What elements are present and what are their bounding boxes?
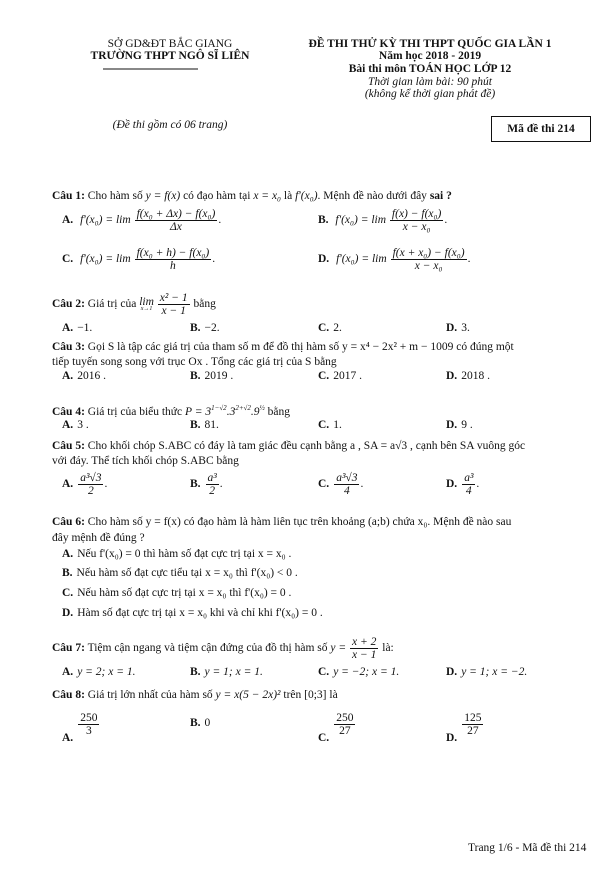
question-2 xyxy=(52,292,216,317)
school-year: Năm học 2018 - 2019 xyxy=(378,50,482,62)
question-text: là xyxy=(283,190,293,202)
lim-text: lim xyxy=(139,295,154,308)
fraction xyxy=(158,292,190,317)
question-text: Tiệm cận ngang và tiệm cận đứng của đồ thị hàm số xyxy=(87,642,328,655)
option-label: B. xyxy=(62,567,73,579)
denominator: 4 xyxy=(343,485,350,498)
option-label: C. xyxy=(318,370,330,382)
question-text: Cho khối chóp S.ABC có đáy là tam giác đều cạnh bằng a , SA = a√3 , cạnh bên SA vuông góc xyxy=(87,440,526,452)
question-8 xyxy=(52,689,338,701)
question-text: Gọi S là tập các giá trị của tham số m để đồ thị hàm số y = x⁴ − 2x² + m − 1009 có đúng một xyxy=(87,341,514,353)
question-3 xyxy=(52,341,514,353)
option-label: D. xyxy=(446,666,458,678)
denominator: 2 xyxy=(87,485,94,498)
math-expr xyxy=(185,406,265,418)
q4-option-a[interactable] xyxy=(62,419,89,431)
exam-code-box xyxy=(491,116,591,142)
option-label: A. xyxy=(62,370,74,382)
school-name: TRƯỜNG THPT NGÔ SĨ LIÊN xyxy=(90,50,250,62)
base: .3 xyxy=(226,405,236,418)
question-5 xyxy=(52,440,525,452)
question-label: Câu 7: xyxy=(52,642,85,655)
question-3-line-2: tiếp tuyến song song với trục Ox . Tổng các giá trị của S bằng xyxy=(52,356,337,368)
question-label: Câu 6: xyxy=(52,516,85,528)
denominator: x − x₀ xyxy=(402,221,431,234)
q4-option-b[interactable] xyxy=(190,419,219,431)
q2-option-b[interactable] xyxy=(190,322,220,334)
option-label: C. xyxy=(318,322,330,334)
q4-option-c[interactable] xyxy=(318,419,342,431)
question-5-line-2: với đáy. Thể tích khối chóp S.ABC bằng xyxy=(52,455,239,467)
fraction xyxy=(350,636,378,661)
option-label: A. xyxy=(62,478,74,491)
question-text: Giá trị của biểu thức xyxy=(87,405,183,418)
q3-option-a[interactable] xyxy=(62,370,106,382)
option-fraction xyxy=(206,472,219,497)
option-label: C. xyxy=(318,732,330,745)
q6-option-a[interactable] xyxy=(62,548,291,560)
denominator: x − 1 xyxy=(161,305,186,318)
q1-option-c[interactable]: C. f'(x₀) = lim $\frac{\text{f(x₀ + h) − f(x₀)}}{h}$ . xyxy=(62,247,216,273)
interval: [0;3] xyxy=(304,689,327,701)
q7-option-d[interactable] xyxy=(446,666,527,678)
q3-option-b[interactable] xyxy=(190,370,233,382)
option-label: D. xyxy=(446,370,458,382)
denominator: 27 xyxy=(467,725,479,738)
option-lhs: f'(x₀) = lim xyxy=(80,253,131,266)
option-label: A. xyxy=(62,322,74,334)
header-divider xyxy=(103,68,198,70)
math-expr: y = x(5 − 2x)² xyxy=(215,689,281,701)
question-text: trên xyxy=(283,689,302,701)
q2-option-a[interactable] xyxy=(62,322,92,334)
pages-note: (Đề thi gồm có 06 trang) xyxy=(112,119,228,131)
question-6-line-2: đây mệnh đề đúng ? xyxy=(52,532,145,544)
option-label: B. xyxy=(190,370,201,382)
question-7 xyxy=(52,636,394,661)
subject: Bài thi môn TOÁN HỌC LỚP 12 xyxy=(348,63,512,75)
question-text: Cho hàm số xyxy=(87,190,143,202)
exam-code: Mã đề thi 214 xyxy=(507,123,575,135)
option-value: 3. xyxy=(461,322,470,334)
option-label: A. xyxy=(62,732,74,745)
math-expr: y = xyxy=(330,642,347,655)
exam-title: ĐỀ THI THỬ KỲ THI THPT QUỐC GIA LẦN 1 xyxy=(308,38,552,50)
option-value: 0 xyxy=(204,717,211,729)
option-lhs: f'(x₀) = lim xyxy=(335,214,387,227)
q5-option-d[interactable]: D. $\frac{\text{a³}}{4}$ . xyxy=(446,472,480,498)
q5-option-a[interactable]: A. $\frac{\text{a³√3}}{2}$ . xyxy=(62,472,108,498)
question-text: bằng xyxy=(267,405,290,418)
option-fraction xyxy=(391,247,467,272)
option-fraction xyxy=(462,712,483,737)
numerator: f(x) − f(x₀) xyxy=(391,208,442,220)
option-value: 3 . xyxy=(77,419,89,431)
q3-option-c[interactable] xyxy=(318,370,362,382)
denominator: Δx xyxy=(170,221,182,234)
denominator: h xyxy=(170,260,176,273)
option-value: 2018 . xyxy=(461,370,490,382)
denominator: x − x₀ xyxy=(414,260,443,273)
option-label: D. xyxy=(446,478,458,491)
option-label: A. xyxy=(62,548,74,560)
option-fraction xyxy=(462,472,475,497)
page-footer: Trang 1/6 - Mã đề thi 214 xyxy=(468,842,587,854)
option-label: A. xyxy=(62,419,74,431)
question-text: Giá trị lớn nhất của hàm số xyxy=(87,689,213,701)
option-label: D. xyxy=(446,732,458,745)
q8-option-d[interactable] xyxy=(446,712,484,744)
math-expr: y = f(x) xyxy=(145,190,181,202)
option-fraction xyxy=(78,472,103,497)
option-label: C. xyxy=(62,253,74,266)
option-label: C. xyxy=(318,478,330,491)
q7-option-b[interactable] xyxy=(190,666,263,678)
q4-option-d[interactable] xyxy=(446,419,473,431)
question-label: Câu 8: xyxy=(52,689,85,701)
option-label: C. xyxy=(318,666,330,678)
option-label: C. xyxy=(318,419,330,431)
option-label: B. xyxy=(318,214,329,227)
option-value: Nếu f'(x₀) = 0 thì hàm số đạt cực trị tại x = x₀ . xyxy=(77,548,292,560)
option-value: Hàm số đạt cực trị tại x = x₀ khi và chỉ khi f'(x₀) = 0 . xyxy=(77,607,323,619)
numerator: a³√3 xyxy=(80,472,102,484)
q8-option-a[interactable] xyxy=(62,712,100,744)
question-4 xyxy=(52,404,290,418)
limit xyxy=(139,297,154,313)
option-label: D. xyxy=(318,253,330,266)
q6-option-c[interactable] xyxy=(62,587,291,599)
numerator: a³ xyxy=(207,472,217,484)
option-fraction xyxy=(135,247,212,272)
numerator: 250 xyxy=(80,712,98,724)
question-label: Câu 2: xyxy=(52,298,85,311)
numerator: f(x + x₀) − f(x₀) xyxy=(392,247,465,259)
option-label: A. xyxy=(62,214,74,227)
q7-option-c[interactable] xyxy=(318,666,399,678)
question-1 xyxy=(52,190,452,202)
question-label: Câu 4: xyxy=(52,405,85,418)
option-fraction xyxy=(334,712,355,737)
numerator: x² − 1 xyxy=(159,292,188,304)
option-value: Nếu hàm số đạt cực trị tại x = x₀ thì f'(x₀) = 0 . xyxy=(77,587,292,599)
math-expr: f'(x₀) xyxy=(295,190,318,202)
question-text: là: xyxy=(382,642,394,655)
exponent: 2+√2 xyxy=(235,404,251,412)
numerator: f(x₀ + Δx) − f(x₀) xyxy=(136,208,216,220)
option-value: Nếu hàm số đạt cực tiểu tại x = x₀ thì f'(x₀) < 0 . xyxy=(76,567,298,579)
option-label: B. xyxy=(190,478,201,491)
option-label: A. xyxy=(62,666,74,678)
option-label: B. xyxy=(190,419,201,431)
option-fraction xyxy=(78,712,99,737)
exponent: ½ xyxy=(259,404,265,412)
option-fraction xyxy=(390,208,443,233)
denominator: 27 xyxy=(339,725,351,738)
option-label: D. xyxy=(446,322,458,334)
option-label: B. xyxy=(190,717,201,729)
question-label: Câu 5: xyxy=(52,440,85,452)
option-value: 2016 . xyxy=(77,370,106,382)
q2-option-c[interactable] xyxy=(318,322,342,334)
question-text: có đạo hàm tại xyxy=(183,190,251,202)
denominator: 2 xyxy=(209,485,216,498)
denominator: 3 xyxy=(85,725,92,738)
duration: Thời gian làm bài: 90 phút xyxy=(367,76,493,88)
option-label: B. xyxy=(190,322,201,334)
duration-note: (không kể thời gian phát đề) xyxy=(364,88,496,100)
question-text: là xyxy=(329,689,338,701)
numerator: x + 2 xyxy=(352,636,377,648)
question-text: Giá trị của xyxy=(87,298,137,311)
option-label: D. xyxy=(62,607,74,619)
question-label: Câu 1: xyxy=(52,190,85,202)
question-emphasis: sai ? xyxy=(429,190,452,202)
option-label: B. xyxy=(190,666,201,678)
denominator: x − 1 xyxy=(352,649,377,662)
option-value: y = 1; x = −2. xyxy=(461,666,528,678)
question-text: bằng xyxy=(193,298,216,311)
option-value: 2019 . xyxy=(204,370,234,382)
option-value: 9 . xyxy=(461,419,473,431)
numerator: a³√3 xyxy=(336,472,358,484)
q6-option-b[interactable] xyxy=(62,567,298,579)
numerator: a³ xyxy=(464,472,474,484)
math-expr: x = x₀ xyxy=(253,190,282,202)
option-label: C. xyxy=(62,587,74,599)
question-text: Cho hàm số y = f(x) có đạo hàm là hàm liên tục trên khoảng (a;b) chứa x₀. Mệnh đề nào sau xyxy=(87,516,512,528)
q1-option-d[interactable]: D. f'(x₀) = lim $\frac{\text{f(x + x₀) − f(x₀)}}{\text{x − x₀}}$ . xyxy=(318,247,471,273)
option-value: −1. xyxy=(77,322,93,334)
numerator: f(x₀ + h) − f(x₀) xyxy=(136,247,210,259)
q3-option-d[interactable] xyxy=(446,370,490,382)
exponent: 1−√2 xyxy=(211,404,227,412)
option-fraction xyxy=(334,472,359,497)
base: P = 3 xyxy=(185,405,212,418)
option-value: 1. xyxy=(333,419,342,431)
option-lhs: f'(x₀) = lim xyxy=(336,253,387,266)
q1-option-b[interactable]: B. f'(x₀) = lim $\frac{\text{f(x) − f(x₀)}}{\text{x − x₀}}$ . xyxy=(318,208,448,234)
q8-option-c[interactable] xyxy=(318,712,356,744)
option-value: 2. xyxy=(333,322,342,334)
option-value: −2. xyxy=(204,322,220,334)
option-lhs: f'(x₀) = lim xyxy=(80,214,131,227)
q5-option-c[interactable]: C. $\frac{\text{a³√3}}{4}$ . xyxy=(318,472,364,498)
lim-sub: x→1 xyxy=(140,306,153,313)
base: .9 xyxy=(250,405,260,418)
question-text: . Mệnh đề nào dưới đây xyxy=(317,190,427,202)
option-value: 81. xyxy=(204,419,219,431)
option-value: y = 2; x = 1. xyxy=(77,666,136,678)
q7-option-a[interactable] xyxy=(62,666,136,678)
option-value: 2017 . xyxy=(333,370,362,382)
question-label: Câu 3: xyxy=(52,341,85,353)
option-value: y = 1; x = 1. xyxy=(204,666,263,678)
option-label: D. xyxy=(446,419,458,431)
denominator: 4 xyxy=(465,485,472,498)
q6-option-d[interactable] xyxy=(62,607,323,619)
option-fraction xyxy=(135,208,218,233)
q5-option-b[interactable]: B. $\frac{\text{a³}}{2}$ . xyxy=(190,472,223,498)
q8-option-b[interactable] xyxy=(190,717,210,729)
q1-option-a[interactable]: A. f'(x₀) = lim $\frac{\text{f(x₀ + Δx) − f(x₀)}}{\Delta x}$ . xyxy=(62,208,222,234)
numerator: 125 xyxy=(464,712,482,724)
department-name: SỞ GD&ĐT BẮC GIANG xyxy=(107,38,233,50)
numerator: 250 xyxy=(336,712,354,724)
option-value: y = −2; x = 1. xyxy=(333,666,400,678)
question-6 xyxy=(52,516,511,528)
q2-option-d[interactable] xyxy=(446,322,470,334)
